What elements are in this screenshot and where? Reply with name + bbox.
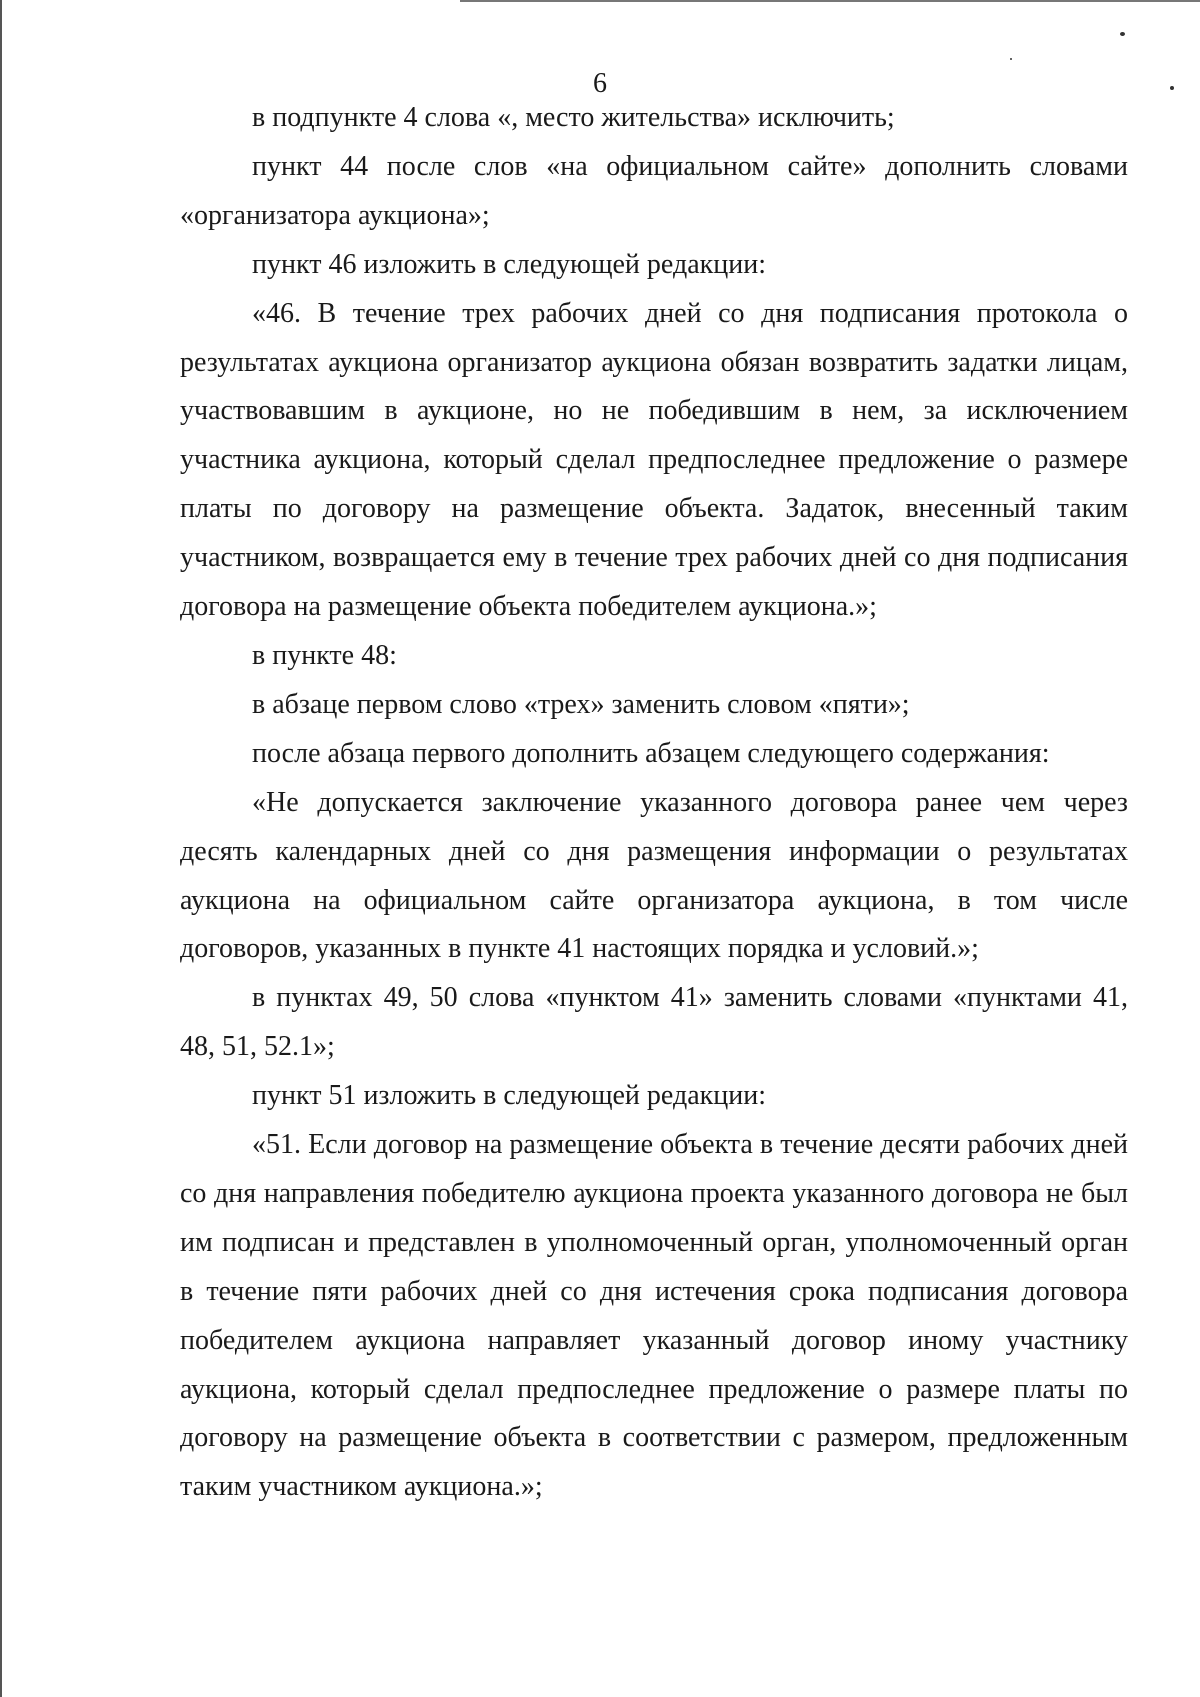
paragraph: «46. В течение трех рабочих дней со дня подписания протокола о результатах аукциона организатор аукциона обязан возвратить задатки лицам, участвовавшим в аукционе, но не победившим в нем, за исключением участника аукциона, который сделал предпоследнее предложение о размере платы по договору на размещение объекта. Задаток, внесенный таким участником, возвращается ему в течение трех рабочих дней со дня подписания договора на размещение объекта победителем аукциона.»; — [180, 297, 1128, 623]
scan-border-top — [460, 0, 1200, 2]
scan-speck — [1010, 58, 1012, 60]
paragraph: пункт 44 после слов «на официальном сайте» дополнить словами «организатора аукциона»; — [180, 150, 1128, 231]
scan-border-left — [0, 0, 2, 1697]
paragraph: в пунктах 49, 50 слова «пунктом 41» заменить словами «пунктами 41, 48, 51, 52.1»; — [180, 982, 1128, 1063]
paragraph: в подпункте 4 слова «, место жительства» исключить; — [252, 102, 895, 133]
scan-speck — [1120, 32, 1125, 36]
document-body — [180, 94, 1128, 1512]
paragraph: пункт 51 изложить в следующей редакции: — [252, 1080, 766, 1112]
paragraph: в абзаце первом слово «трех» заменить словом «пяти»; — [252, 688, 910, 720]
paragraph: после абзаца первого дополнить абзацем следующего содержания: — [252, 737, 1050, 769]
page-number: 6 — [593, 68, 607, 99]
paragraph: «Не допускается заключение указанного договора ранее чем через десять календарных дней со дня размещения информации о результатах аукциона на официальном сайте организатора аукциона, в том числе договоров, указанных в пункте 41 настоящих порядка и условий.»; — [180, 786, 1128, 965]
paragraph: пункт 46 изложить в следующей редакции: — [252, 248, 766, 280]
paragraph: «51. Если договор на размещение объекта в течение десяти рабочих дней со дня направления победителю аукциона проекта указанного договора не был им подписан и представлен в уполномоченный орган, уполномоченный орган в течение пяти рабочих дней со дня истечения срока подписания договора победителем аукциона направляет указанный договор иному участнику аукциона, который сделал предпоследнее предложение о размере платы по договору на размещение объекта в соответствии с размером, предложенным таким участником аукциона.»; — [180, 1129, 1128, 1503]
paragraph: в пункте 48: — [252, 639, 397, 671]
